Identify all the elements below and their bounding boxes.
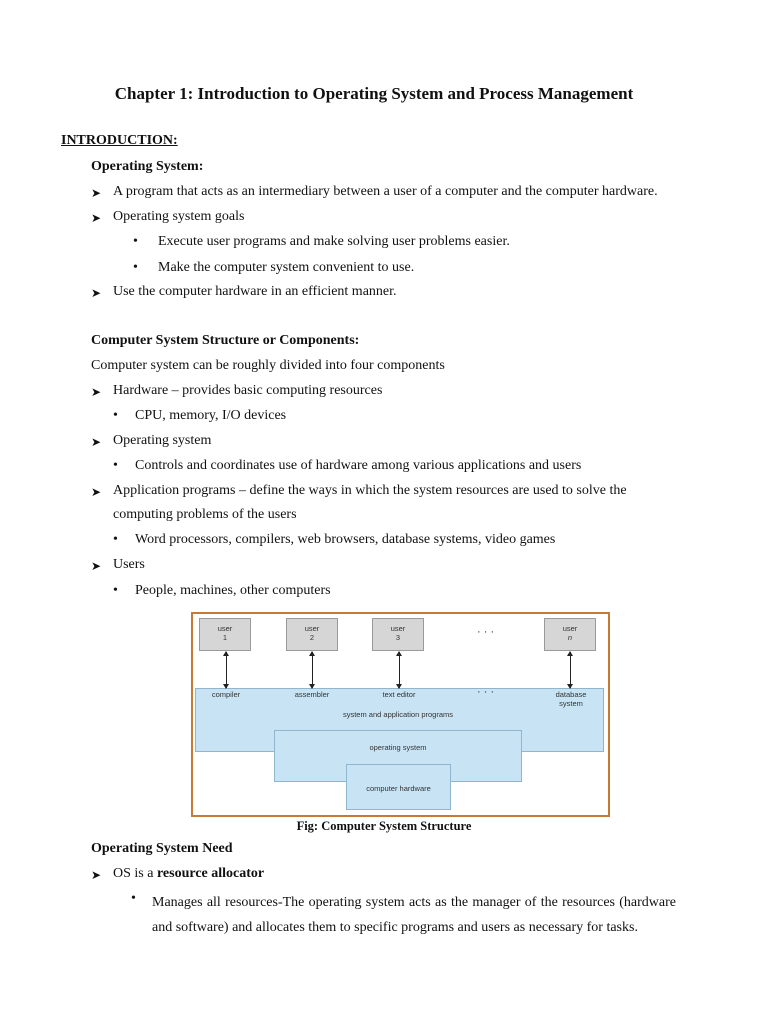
user-n-box: user n <box>544 618 596 651</box>
label-text-editor: text editor <box>382 690 416 699</box>
arrowhead-bullet-icon: ➤ <box>91 485 102 499</box>
structure-hardware: Hardware – provides basic computing resources <box>113 383 383 398</box>
os-point-3: Use the computer hardware in an efficient manner. <box>113 284 397 299</box>
round-bullet-icon: • <box>113 458 118 473</box>
page-title: Chapter 1: Introduction to Operating System and Process Management <box>114 84 634 103</box>
round-bullet-icon: • <box>113 532 118 547</box>
structure-os-sub: Controls and coordinates use of hardware among various applications and users <box>135 458 582 473</box>
label-database-system: system <box>559 699 583 708</box>
structure-apps-sub: Word processors, compilers, web browsers, database systems, video games <box>135 532 556 547</box>
round-bullet-icon: • <box>133 234 138 249</box>
section-heading: INTRODUCTION: <box>61 133 178 148</box>
os-point-1: A program that acts as an intermediary between a user of a computer and the computer hardware. <box>113 184 658 199</box>
system-structure-diagram <box>191 612 610 817</box>
structure-users: Users <box>113 557 145 572</box>
os-point-2: Operating system goals <box>113 209 245 224</box>
os-goal-1: Execute user programs and make solving user problems easier. <box>158 234 510 249</box>
user-2-box: user 2 <box>286 618 338 651</box>
double-arrow-icon <box>399 652 400 688</box>
label-database: database <box>555 690 587 699</box>
round-bullet-icon: • <box>131 891 136 906</box>
os-heading: Operating System: <box>91 159 204 174</box>
round-bullet-icon: • <box>133 260 138 275</box>
structure-os: Operating system <box>113 433 212 448</box>
user-3-box: user 3 <box>372 618 424 651</box>
double-arrow-icon <box>570 652 571 688</box>
arrowhead-bullet-icon: ➤ <box>91 868 102 882</box>
need-heading: Operating System Need <box>91 841 233 856</box>
label-system-programs: system and application programs <box>342 710 454 719</box>
arrowhead-bullet-icon: ➤ <box>91 385 102 399</box>
round-bullet-icon: • <box>113 583 118 598</box>
structure-apps-line-2: computing problems of the users <box>113 507 297 522</box>
structure-apps-line-1: Application programs – define the ways in which the system resources are used to solve the <box>113 483 627 498</box>
structure-heading: Computer System Structure or Components: <box>91 333 360 348</box>
arrowhead-bullet-icon: ➤ <box>91 186 102 200</box>
round-bullet-icon: • <box>113 408 118 423</box>
label-operating-system: operating system <box>369 743 427 752</box>
double-arrow-icon <box>312 652 313 688</box>
arrowhead-bullet-icon: ➤ <box>91 559 102 573</box>
arrowhead-bullet-icon: ➤ <box>91 286 102 300</box>
arrowhead-bullet-icon: ➤ <box>91 435 102 449</box>
label-compiler: compiler <box>211 690 241 699</box>
structure-hardware-sub: CPU, memory, I/O devices <box>135 408 287 423</box>
os-goal-2: Make the computer system convenient to use. <box>158 260 415 275</box>
structure-intro: Computer system can be roughly divided into four components <box>91 358 445 373</box>
need-sub: Manages all resources-The operating system acts as the manager of the resources (hardware and software) and allocates them to specific programs and users as necessary for tasks. <box>152 895 676 935</box>
figure-caption: Fig: Computer System Structure <box>296 819 472 833</box>
need-point-bold: resource allocator <box>156 866 265 881</box>
label-assembler: assembler <box>294 690 330 699</box>
label-computer-hardware: computer hardware <box>366 784 431 793</box>
ellipsis-users: · · · <box>477 626 495 638</box>
arrowhead-bullet-icon: ➤ <box>91 211 102 225</box>
double-arrow-icon <box>226 652 227 688</box>
need-point: OS is a resource allocator <box>113 866 265 881</box>
structure-users-sub: People, machines, other computers <box>135 583 331 598</box>
ellipsis-programs: · · · <box>477 686 495 698</box>
user-1-box: user 1 <box>199 618 251 651</box>
